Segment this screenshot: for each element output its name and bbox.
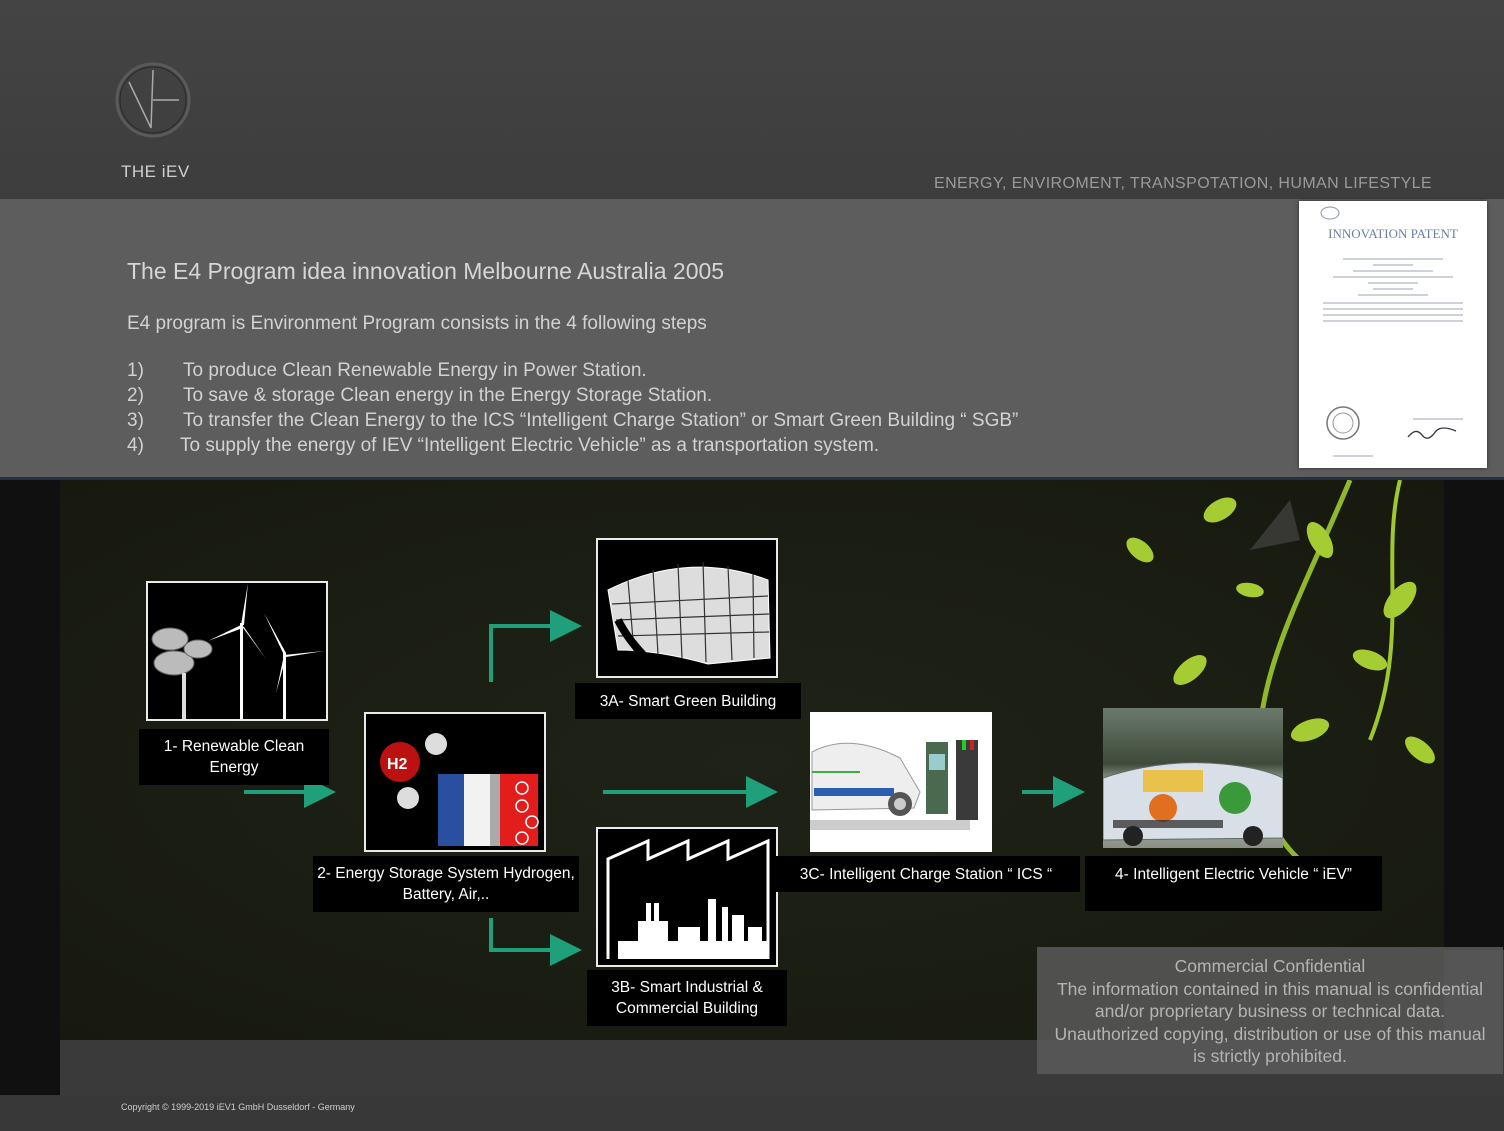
patent-title: INNOVATION PATENT [1328,226,1458,241]
program-subtitle: E4 program is Environment Program consists in the 4 following steps [127,313,707,334]
smart-industrial-building-label: 3B- Smart Industrial & Commercial Building [587,970,787,1026]
brand-name: THE iEV [121,162,190,181]
charge-station-label: 3C- Intelligent Charge Station “ ICS “ [772,856,1080,892]
innovation-patent-document [1299,201,1487,468]
step-text: To save & storage Clean energy in the Energy Storage Station. [183,385,713,406]
renewable-energy-label: 1- Renewable Clean Energy [139,729,329,785]
smart-green-building-label: 3A- Smart Green Building [575,683,801,719]
solar-roof-building-icon [598,540,776,676]
step-number: 3) [127,410,144,431]
hydrogen-battery-icon [366,714,544,850]
confidential-title: Commercial Confidential [1174,956,1366,976]
step-number: 2) [127,385,144,406]
footer-bar [0,1095,1504,1131]
step-4 [127,435,879,457]
confidential-body: The information contained in this manual is confidential and/or proprietary business or technical data. Unauthorized copying, distribution or use of this manual is strictly prohibited. [1054,978,1486,1066]
step-text: To supply the energy of IEV “Intelligent Electric Vehicle” as a transportation system. [180,435,880,456]
step-3 [127,410,1018,432]
confidential-notice [1037,947,1503,1074]
step-number: 1) [127,360,144,381]
step-text: To produce Clean Renewable Energy in Power Station. [183,360,647,381]
right-edge [1444,480,1504,950]
charge-station-tile [810,712,992,852]
energy-storage-label: 2- Energy Storage System Hydrogen, Battery, Air,.. [313,856,579,912]
copyright-text: Copyright © 1999-2019 iEV1 GmbH Dusseldorf - Germany [121,1102,355,1112]
electric-vehicle-tile [1103,708,1283,848]
step-1 [127,360,647,382]
electric-vehicle-label: 4- Intelligent Electric Vehicle “ iEV” [1085,856,1382,911]
renewable-energy-tile [146,581,328,721]
program-title: The E4 Program idea innovation Melbourne Australia 2005 [127,258,725,284]
factory-icon [598,829,776,965]
smart-industrial-building-tile [596,827,778,967]
iev-logo-icon [115,60,193,142]
electric-car-icon [1103,708,1283,848]
energy-storage-tile [364,712,546,852]
step-2 [127,385,712,407]
left-edge [0,480,60,1095]
step-text: To transfer the Clean Energy to the ICS “Intelligent Charge Station” or Smart Green Building “ SGB” [183,410,1019,431]
step-number: 4) [127,435,144,456]
coat-of-arms-icon [1319,205,1341,221]
wind-turbine-icon [148,583,326,719]
header-tagline: ENERGY, ENVIROMENT, TRANSPOTATION, HUMAN LIFESTYLE [934,175,1433,192]
smart-green-building-tile [596,538,778,678]
charge-station-car-icon [810,712,992,852]
header-bar [0,0,1504,200]
patent-body-lines [1313,251,1473,461]
h2-label: H2 [387,756,408,773]
